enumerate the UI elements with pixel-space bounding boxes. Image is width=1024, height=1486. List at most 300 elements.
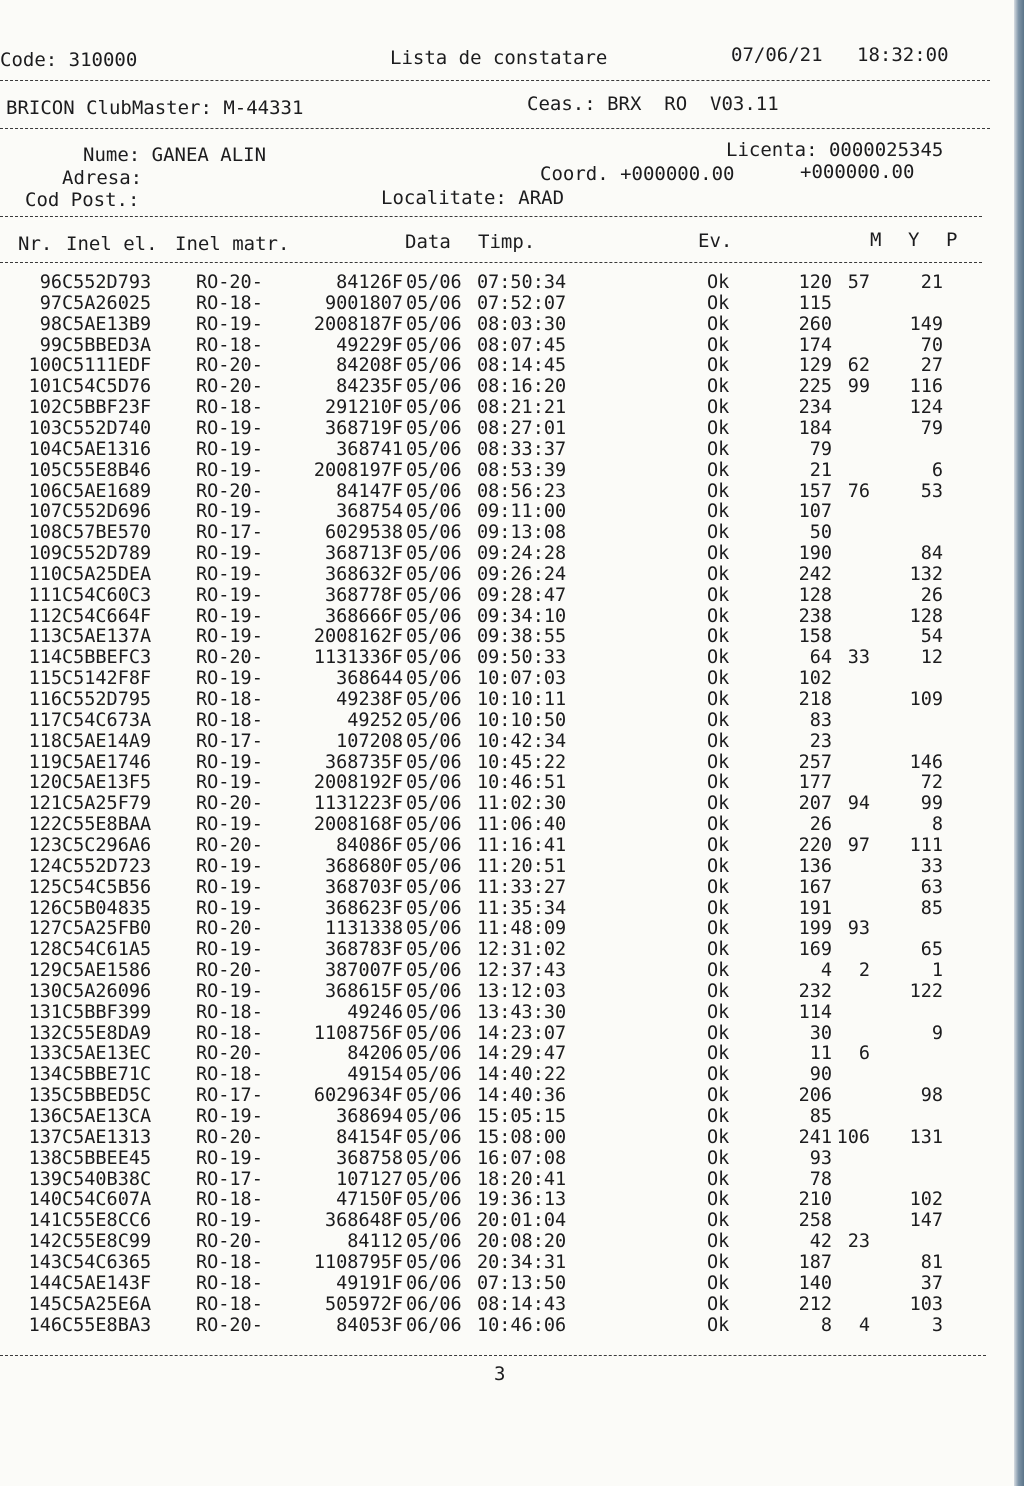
cell-inel-el: C55E8B46 [62,459,152,481]
cell-ev: Ok [707,1168,730,1190]
cell-nr: 99 [39,334,62,356]
cell-data: 05/06 [406,980,462,1002]
cell-value: 129 [798,355,832,377]
cell-inel-matr: 387007F [325,960,403,982]
cell-p: 21 [920,272,943,293]
cell-p: 109 [909,689,943,710]
table-row [0,877,1000,898]
table-row [0,1064,1000,1085]
divider [0,80,990,81]
cell-timp: 14:29:47 [477,1043,567,1065]
cell-nr: 114 [28,647,62,669]
cell-p: 102 [909,1189,943,1211]
cell-ev: Ok [707,1022,730,1044]
cell-p: 81 [920,1251,943,1273]
cell-ev: Ok [707,292,730,314]
cell-p: 65 [920,939,943,961]
cell-inel-matr: 368632F [325,563,403,585]
cell-ring-prefix: RO-17- [196,522,263,544]
cell-data: 05/06 [406,960,462,982]
cell-value: 83 [809,709,832,731]
cell-data: 05/06 [406,292,462,314]
cell-value: 85 [809,1106,832,1127]
cell-data: 05/06 [406,543,462,565]
cell-ring-prefix: RO-19- [196,1147,263,1169]
cell-inel-el: C5A25DEA [62,563,152,585]
cell-nr: 120 [28,772,62,794]
cell-ev: Ok [707,397,730,419]
cell-inel-el: C552D793 [62,272,152,293]
cell-inel-el: C5A26025 [62,292,152,314]
cell-inel-el: C5AE13F5 [62,772,152,794]
cell-ev: Ok [707,876,730,898]
cell-ev: Ok [707,334,730,356]
cell-value: 218 [798,689,832,710]
cell-inel-matr: 368623F [325,897,403,919]
cell-inel-matr: 107127 [336,1168,403,1190]
cell-inel-matr: 291210F [325,397,403,419]
cell-p: 6 [931,459,943,481]
cell-data: 05/06 [406,918,462,940]
cell-p: 53 [920,480,943,502]
col-p: P [946,229,958,251]
cell-inel-el: C552D696 [62,501,152,523]
cell-timp: 11:48:09 [477,918,567,940]
cell-inel-el: C5A26096 [62,980,152,1002]
cell-p: 72 [920,772,943,794]
cell-ev: Ok [707,376,730,398]
cell-timp: 10:46:06 [477,1314,567,1336]
cell-inel-matr: 6029538 [325,522,403,544]
cell-inel-matr: 368778F [325,584,403,606]
cell-data: 05/06 [406,1251,462,1273]
cell-ev: Ok [707,855,730,877]
cell-inel-matr: 1108756F [313,1022,403,1044]
cell-nr: 124 [28,855,62,877]
cell-inel-el: C552D789 [62,543,152,565]
cell-inel-el: C5AE1746 [62,751,152,773]
cell-nr: 122 [28,814,62,836]
cell-ev: Ok [707,1251,730,1273]
cell-timp: 11:16:41 [477,834,567,856]
cell-timp: 18:20:41 [477,1168,567,1190]
cell-inel-matr: 2008187F [313,313,403,335]
table-row [0,564,1000,585]
cell-inel-matr: 49229F [336,334,403,356]
cell-inel-el: C57BE570 [62,522,152,544]
cell-timp: 09:13:08 [477,522,567,544]
col-inel-el: Inel el. [66,233,158,255]
table-row [0,1043,1000,1064]
cell-ev: Ok [707,1064,730,1086]
cell-inel-matr: 6029634F [313,1085,403,1107]
cell-ev: Ok [707,272,730,293]
cell-nr: 142 [28,1231,62,1253]
cell-ring-prefix: RO-19- [196,605,263,627]
cell-nr: 136 [28,1106,62,1127]
cell-inel-matr: 49191F [336,1272,403,1294]
divider [0,216,982,217]
cell-m: 4 [858,1314,870,1336]
cell-value: 190 [798,543,832,565]
cell-timp: 09:28:47 [477,584,567,606]
cell-ring-prefix: RO-18- [196,1293,263,1315]
col-nr: Nr. [18,233,53,255]
cell-p: 149 [909,313,943,335]
code-label: Code: 310000 [0,49,138,71]
cell-inel-el: C5AE14A9 [62,730,152,752]
cell-ring-prefix: RO-20- [196,960,263,982]
cell-inel-matr: 47150F [336,1189,403,1211]
table-row [0,689,1000,710]
cell-data: 05/06 [406,1022,462,1044]
cell-data: 05/06 [406,563,462,585]
cell-inel-matr: 1108795F [313,1251,403,1273]
cell-ring-prefix: RO-20- [196,1126,263,1148]
cell-inel-el: C5BBED5C [62,1085,152,1107]
cell-inel-el: C5BBF399 [62,1001,152,1023]
cell-ring-prefix: RO-20- [196,793,263,815]
table-row [0,918,1000,939]
cell-inel-el: C552D723 [62,855,152,877]
cell-ring-prefix: RO-19- [196,459,263,481]
cell-p: 79 [920,417,943,439]
cell-ring-prefix: RO-19- [196,751,263,773]
cell-data: 05/06 [406,522,462,544]
cell-value: 174 [798,334,832,356]
cell-ev: Ok [707,897,730,919]
cell-ring-prefix: RO-18- [196,397,263,419]
table-row [0,293,1000,314]
table-row [0,1189,1000,1210]
cell-data: 05/06 [406,834,462,856]
cell-ring-prefix: RO-19- [196,897,263,919]
cell-m: 57 [847,272,870,293]
cell-p: 9 [931,1022,943,1044]
cell-value: 42 [809,1231,832,1253]
divider [0,128,990,129]
cell-value: 8 [820,1314,832,1336]
table-row [0,585,1000,606]
cell-nr: 118 [28,730,62,752]
cell-inel-el: C5B04835 [62,897,152,919]
cell-inel-el: C5A25FB0 [62,918,152,940]
cell-data: 05/06 [406,1064,462,1086]
cell-timp: 10:07:03 [477,668,567,690]
cell-data: 05/06 [406,334,462,356]
cell-data: 05/06 [406,1001,462,1023]
cell-ring-prefix: RO-19- [196,543,263,565]
cell-inel-el: C5AE1313 [62,1126,152,1148]
cell-m: 23 [847,1231,870,1253]
cell-inel-matr: 107208 [336,730,403,752]
cell-value: 210 [798,1189,832,1211]
cell-ev: Ok [707,1085,730,1107]
cell-nr: 101 [28,376,62,398]
cell-p: 103 [909,1293,943,1315]
cell-ring-prefix: RO-20- [196,376,263,398]
table-row [0,898,1000,919]
cell-value: 90 [809,1064,832,1086]
cell-inel-el: C5AE1689 [62,480,152,502]
cell-inel-el: C5AE137A [62,626,152,648]
cell-inel-matr: 9001807 [325,292,403,314]
cell-p: 3 [931,1314,943,1336]
cell-nr: 100 [28,355,62,377]
cell-timp: 08:07:45 [477,334,567,356]
cell-value: 187 [798,1251,832,1273]
cell-nr: 105 [28,459,62,481]
cell-m: 33 [847,647,870,669]
table-row [0,939,1000,960]
cell-p: 132 [909,563,943,585]
cell-p: 128 [909,605,943,627]
cell-nr: 111 [28,584,62,606]
cell-nr: 112 [28,605,62,627]
cell-inel-matr: 368615F [325,980,403,1002]
cell-p: 98 [920,1085,943,1107]
cell-ev: Ok [707,751,730,773]
cell-inel-el: C55E8BA3 [62,1314,152,1336]
cell-ev: Ok [707,543,730,565]
table-row [0,668,1000,689]
cell-p: 146 [909,751,943,773]
page-number: 3 [494,1363,506,1385]
cell-p: 85 [920,897,943,919]
col-ev: Ev. [698,230,733,252]
cell-nr: 145 [28,1293,62,1315]
cell-timp: 14:40:36 [477,1085,567,1107]
cell-data: 06/06 [406,1272,462,1294]
cell-timp: 15:05:15 [477,1106,567,1127]
cell-timp: 11:06:40 [477,814,567,836]
cell-inel-el: C552D795 [62,689,152,710]
table-row [0,1106,1000,1127]
cell-value: 107 [798,501,832,523]
cell-inel-matr: 1131223F [313,793,403,815]
cell-value: 207 [798,793,832,815]
cell-data: 05/06 [406,272,462,293]
cell-value: 128 [798,584,832,606]
table-row [0,814,1000,835]
cell-ring-prefix: RO-19- [196,584,263,606]
cell-value: 232 [798,980,832,1002]
cell-inel-matr: 1131336F [313,647,403,669]
cell-timp: 09:26:24 [477,563,567,585]
table-row [0,355,1000,376]
cell-inel-matr: 505972F [325,1293,403,1315]
cell-m: 6 [858,1043,870,1065]
cell-inel-matr: 368758 [336,1147,403,1169]
cell-value: 242 [798,563,832,585]
cell-inel-matr: 49154 [347,1064,403,1086]
cell-data: 05/06 [406,355,462,377]
cell-nr: 123 [28,834,62,856]
cell-value: 23 [809,730,832,752]
table-row [0,606,1000,627]
cell-data: 05/06 [406,626,462,648]
table-row [0,1127,1000,1148]
table-row [0,856,1000,877]
cell-p: 111 [909,834,943,856]
cell-timp: 10:42:34 [477,730,567,752]
locality: Localitate: ARAD [381,187,565,209]
cell-timp: 09:34:10 [477,605,567,627]
cell-ev: Ok [707,960,730,982]
cell-ring-prefix: RO-20- [196,1314,263,1336]
cell-p: 63 [920,876,943,898]
cell-timp: 20:01:04 [477,1210,567,1232]
cell-timp: 08:33:37 [477,438,567,460]
table-row [0,793,1000,814]
cell-inel-matr: 368703F [325,876,403,898]
table-row [0,626,1000,647]
cell-ring-prefix: RO-18- [196,1251,263,1273]
cell-nr: 115 [28,668,62,690]
cell-value: 21 [809,459,832,481]
cell-ev: Ok [707,1106,730,1127]
cell-ev: Ok [707,1147,730,1169]
cell-nr: 127 [28,918,62,940]
cell-timp: 08:27:01 [477,417,567,439]
cell-ring-prefix: RO-19- [196,438,263,460]
cell-value: 93 [809,1147,832,1169]
cell-ring-prefix: RO-20- [196,647,263,669]
cell-inel-matr: 2008197F [313,459,403,481]
cell-nr: 128 [28,939,62,961]
cell-inel-el: C5BBED3A [62,334,152,356]
table-row [0,481,1000,502]
cell-data: 05/06 [406,772,462,794]
cell-nr: 117 [28,709,62,731]
cell-value: 136 [798,855,832,877]
cell-ev: Ok [707,772,730,794]
cell-data: 05/06 [406,1231,462,1253]
cell-inel-el: C5AE1586 [62,960,152,982]
col-inel-matr: Inel matr. [175,233,290,255]
cell-nr: 138 [28,1147,62,1169]
coordinates: Coord. +000000.00 [540,163,735,185]
table-row [0,960,1000,981]
cell-timp: 11:02:30 [477,793,567,815]
cell-value: 167 [798,876,832,898]
cell-p: 27 [920,355,943,377]
table-row [0,1023,1000,1044]
cell-ev: Ok [707,918,730,940]
cell-inel-matr: 84053F [336,1314,403,1336]
cell-data: 05/06 [406,1043,462,1065]
cell-data: 05/06 [406,793,462,815]
cell-timp: 09:50:33 [477,647,567,669]
cell-ev: Ok [707,1231,730,1253]
cell-inel-matr: 84154F [336,1126,403,1148]
cell-data: 05/06 [406,897,462,919]
cell-ring-prefix: RO-18- [196,1064,263,1086]
cell-value: 238 [798,605,832,627]
cell-ev: Ok [707,668,730,690]
cell-nr: 102 [28,397,62,419]
cell-ev: Ok [707,417,730,439]
cell-data: 05/06 [406,1106,462,1127]
cell-ring-prefix: RO-19- [196,417,263,439]
cell-inel-matr: 49246 [347,1001,403,1023]
cell-data: 05/06 [406,689,462,710]
cell-data: 05/06 [406,939,462,961]
cell-value: 206 [798,1085,832,1107]
cell-value: 26 [809,814,832,836]
cell-nr: 96 [39,272,62,293]
document-title: Lista de constatare [390,47,608,69]
cell-inel-matr: 368694 [336,1106,403,1127]
cell-timp: 08:03:30 [477,313,567,335]
cell-p: 70 [920,334,943,356]
cell-data: 05/06 [406,855,462,877]
cell-ev: Ok [707,730,730,752]
cell-ev: Ok [707,1001,730,1023]
cell-timp: 14:23:07 [477,1022,567,1044]
cell-ring-prefix: RO-19- [196,876,263,898]
cell-timp: 11:33:27 [477,876,567,898]
cell-nr: 125 [28,876,62,898]
table-row [0,460,1000,481]
cell-ring-prefix: RO-20- [196,1231,263,1253]
cell-inel-el: C54C5B56 [62,876,152,898]
cell-ev: Ok [707,1314,730,1336]
cell-ev: Ok [707,584,730,606]
cell-inel-el: C540B38C [62,1168,152,1190]
cell-inel-matr: 368719F [325,417,403,439]
table-row [0,835,1000,856]
cell-ring-prefix: RO-19- [196,814,263,836]
cell-inel-matr: 84235F [336,376,403,398]
cell-ring-prefix: RO-18- [196,1189,263,1211]
cell-nr: 130 [28,980,62,1002]
table-row [0,772,1000,793]
cell-value: 258 [798,1210,832,1232]
cell-nr: 107 [28,501,62,523]
cell-inel-el: C5AE13B9 [62,313,152,335]
cell-inel-el: C5AE13CA [62,1106,152,1127]
cell-inel-el: C5BBEE45 [62,1147,152,1169]
cell-ring-prefix: RO-19- [196,1106,263,1127]
cell-inel-el: C5BBEFC3 [62,647,152,669]
cell-value: 177 [798,772,832,794]
cell-data: 05/06 [406,1147,462,1169]
license-number: Licenta: 0000025345 [726,139,944,161]
cell-value: 199 [798,918,832,940]
cell-timp: 12:37:43 [477,960,567,982]
cell-ev: Ok [707,1210,730,1232]
cell-ev: Ok [707,605,730,627]
cell-inel-matr: 84112 [347,1231,403,1253]
cell-data: 05/06 [406,397,462,419]
cell-inel-matr: 368648F [325,1210,403,1232]
cell-nr: 110 [28,563,62,585]
cell-data: 05/06 [406,1189,462,1211]
cell-nr: 116 [28,689,62,710]
cell-inel-matr: 368680F [325,855,403,877]
cell-nr: 129 [28,960,62,982]
cell-timp: 08:56:23 [477,480,567,502]
cell-data: 05/06 [406,1085,462,1107]
club-info: BRICON ClubMaster: M-44331 [6,97,304,119]
table-row [0,376,1000,397]
cell-timp: 07:50:34 [477,272,567,293]
cell-ring-prefix: RO-18- [196,1001,263,1023]
cell-timp: 08:14:43 [477,1293,567,1315]
cell-ring-prefix: RO-19- [196,772,263,794]
cell-value: 158 [798,626,832,648]
